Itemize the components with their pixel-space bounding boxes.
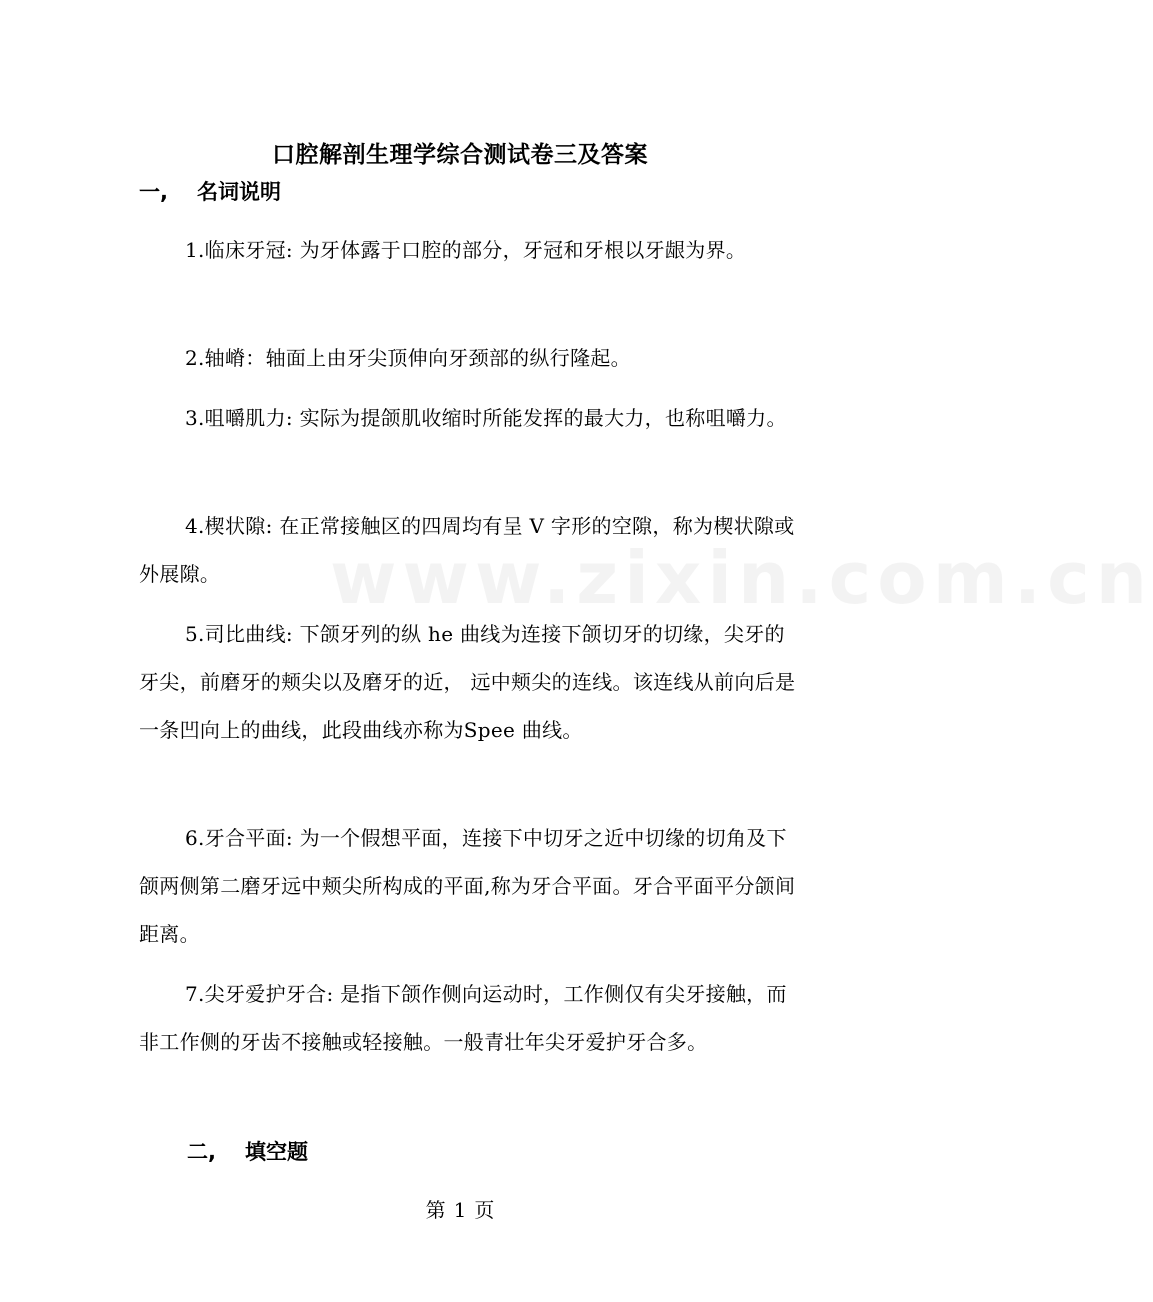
- definition-entry-6: 6.牙合平面: 为一个假想平面，连接下中切牙之近中切缘的切角及下颌两侧第二磨牙远中颊尖所构成的平面,称为牙合平面。牙合平面平分颌间距离。: [139, 826, 796, 946]
- document-title: 口腔解剖生理学综合测试卷三及答案: [272, 142, 648, 168]
- section-heading-2: [187, 1136, 308, 1166]
- definition-entry-5: 5.司比曲线: 下颌牙列的纵 he 曲线为连接下颌切牙的切缘，尖牙的牙尖，前磨牙的颊尖以及磨牙的近， 远中颊尖的连线。该连线从前向后是一条凹向上的曲线，此段曲线亦称为Spee 曲线。: [139, 622, 796, 742]
- section-number: 一,: [139, 180, 168, 204]
- definition-entry-3: 3.咀嚼肌力: 实际为提颌肌收缩时所能发挥的最大力，也称咀嚼力。: [185, 406, 787, 430]
- definition-entry-1: 1.临床牙冠: 为牙体露于口腔的部分，牙冠和牙根以牙龈为界。: [185, 238, 747, 262]
- page-number: 1: [453, 1198, 467, 1222]
- definition-entry-4: 4.楔状隙: 在正常接触区的四周均有呈 V 字形的空隙，称为楔状隙或外展隙。: [139, 514, 795, 586]
- watermark: www.zixin.com.cn: [330, 536, 1153, 620]
- section-number: 二,: [187, 1140, 216, 1164]
- definition-entry-7: 7.尖牙爱护牙合: 是指下颌作侧向运动时，工作侧仅有尖牙接触，而非工作侧的牙齿不接触或轻接触。一般青壮年尖牙爱护牙合多。: [139, 982, 787, 1054]
- page-footer: [0, 1194, 920, 1223]
- section-title: 填空题: [245, 1140, 308, 1164]
- page-suffix: 页: [474, 1198, 495, 1222]
- section-heading-1: [139, 176, 281, 206]
- section-title: 名词说明: [197, 180, 281, 204]
- page-prefix: 第: [425, 1198, 446, 1222]
- definition-entry-2: 2.轴嵴：轴面上由牙尖顶伸向牙颈部的纵行隆起。: [185, 346, 631, 370]
